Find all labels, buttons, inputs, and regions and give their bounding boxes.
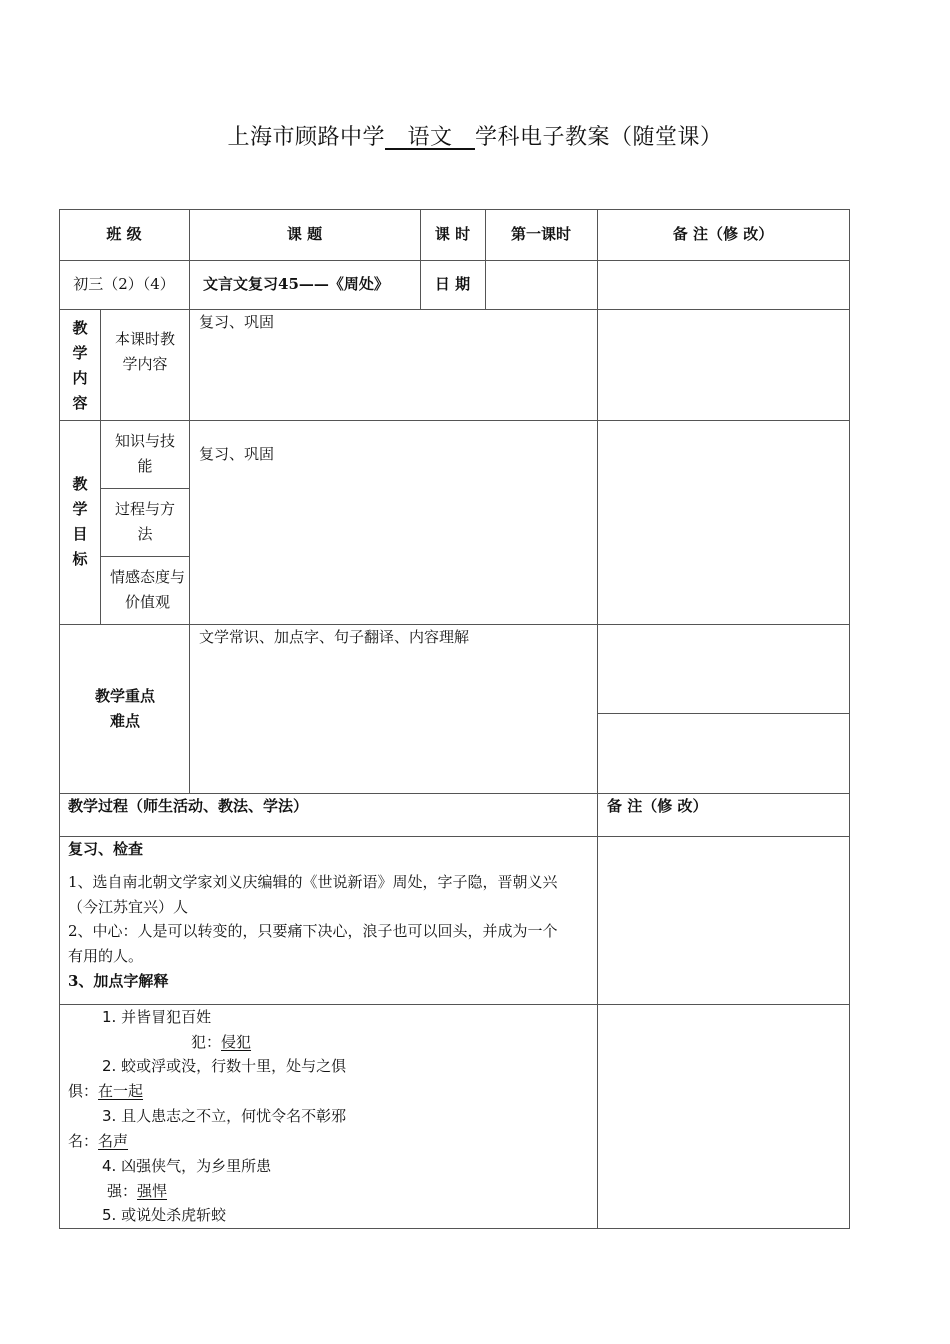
content-sub-label: 本课时教学内容: [114, 330, 175, 373]
word-3-meaning: 名：名声: [68, 1132, 129, 1150]
word-4-sentence: 4. 凶强侠气，为乡里所患: [102, 1157, 272, 1175]
notes-label: 备 注（修 改）: [672, 225, 774, 243]
period-label: 课 时: [434, 225, 471, 243]
word-3-sentence: 3. 且人患志之不立，何忧令名不彰邪: [102, 1107, 347, 1125]
title-suffix: 学科电子教案（随堂课）: [474, 125, 723, 150]
date-label: 日 期: [434, 275, 471, 293]
goals-group-label: 教学目标: [72, 475, 88, 568]
keypoints-label: 教学重点难点: [94, 687, 155, 730]
word-5-sentence: 5. 或说处杀虎斩蛟: [102, 1206, 227, 1224]
goal-emotion-label: 情感态度与价值观: [110, 568, 186, 611]
review-item-1-cont: （今江苏宜兴）人: [68, 898, 189, 916]
word-1-sentence: 1. 并皆冒犯百姓: [102, 1008, 212, 1026]
content-group-label: 教学内容: [72, 319, 88, 412]
topic-label: 课 题: [286, 225, 323, 243]
content-text: 复习、巩固: [199, 313, 275, 331]
review-item-2: 2、中心：人是可以转变的，只要痛下决心，浪子也可以回头，并成为一个: [68, 922, 558, 940]
review-title: 复习、检查: [68, 840, 144, 858]
word-2-meaning: 俱：在一起: [68, 1082, 144, 1100]
class-value: 初三（2）（4）: [73, 275, 175, 293]
goals-text: 复习、巩固: [199, 445, 275, 463]
review-item-2-cont: 有用的人。: [68, 947, 144, 965]
goal-process-label: 过程与方法: [115, 500, 176, 543]
process-notes-header: 备 注（修 改）: [607, 797, 708, 815]
page-title: [0, 120, 950, 151]
word-4-meaning: 强：强悍: [107, 1182, 168, 1200]
period-value: 第一课时: [510, 225, 571, 243]
word-2-sentence: 2. 蛟或浮或没，行数十里，处与之俱: [102, 1057, 347, 1075]
goal-knowledge-label: 知识与技能: [115, 432, 176, 475]
word-1-meaning: 犯：侵犯: [191, 1033, 252, 1051]
process-header: 教学过程（师生活动、教法、学法）: [68, 797, 309, 815]
topic-value: 文言文复习45——《周处》: [203, 275, 389, 293]
keypoints-text: 文学常识、加点字、句子翻译、内容理解: [199, 628, 470, 646]
class-label: 班 级: [106, 225, 142, 243]
title-subject: 语文: [407, 125, 453, 150]
title-prefix: 上海市顾路中学: [227, 125, 385, 150]
review-item-1: 1、选自南北朝文学家刘义庆编辑的《世说新语》周处，字子隐，晋朝义兴: [68, 873, 558, 891]
review-item-3: 3、加点字解释: [68, 972, 169, 990]
